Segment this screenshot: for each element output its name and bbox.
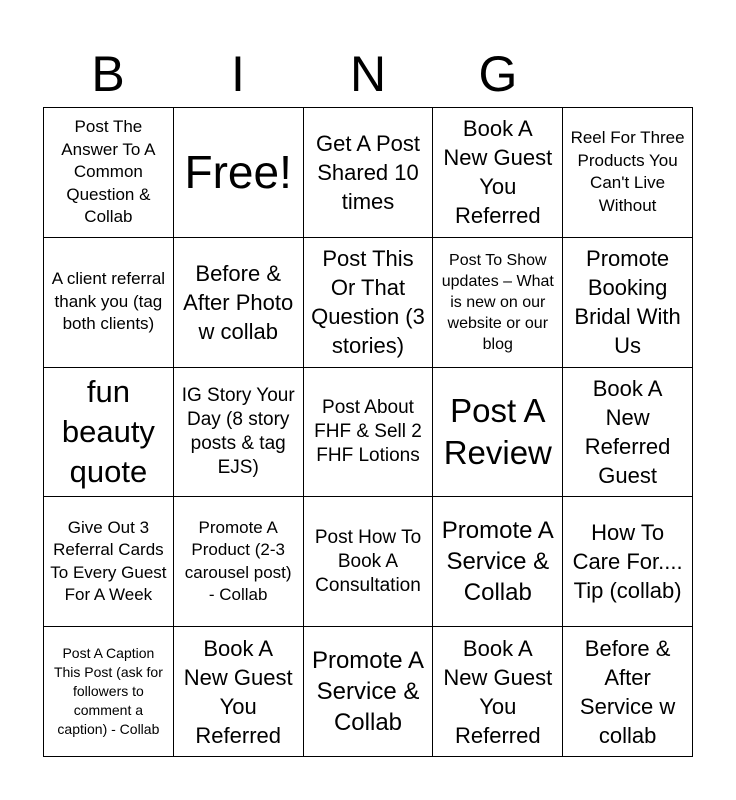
cell-text: Book A New Guest You Referred	[443, 116, 553, 229]
header-letter-g: G	[478, 46, 518, 102]
bingo-cell[interactable]	[44, 627, 174, 757]
cell-text: Promote A Service & Collab	[441, 517, 554, 607]
cell-text: Before & After Photo w collab	[183, 260, 294, 344]
header-letter-i: I	[231, 46, 245, 102]
cell-text: Get A Post Shared 10 times	[316, 130, 420, 214]
bingo-cell[interactable]	[174, 238, 304, 368]
bingo-cell[interactable]	[563, 497, 693, 627]
free-space-cell[interactable]	[174, 108, 304, 238]
bingo-cell[interactable]	[174, 497, 304, 627]
bingo-cell[interactable]	[174, 368, 304, 498]
bingo-cell[interactable]	[304, 108, 434, 238]
cell-text: Promote Booking Bridal With Us	[574, 246, 681, 359]
bingo-cell[interactable]	[433, 238, 563, 368]
cell-text: Promote A Product (2-3 carousel post) - Collab	[184, 517, 292, 605]
cell-text: Give Out 3 Referral Cards To Every Guest For A Week	[50, 517, 167, 605]
cell-text: Reel For Three Products You Can't Live Without	[570, 128, 685, 215]
cell-text: Post A Caption This Post (ask for followers to comment a caption) - Collab	[53, 645, 163, 738]
bingo-cell[interactable]	[174, 627, 304, 757]
free-space-text: Free!	[184, 146, 292, 199]
cell-text: Post A Review	[443, 391, 552, 471]
cell-text: Promote A Service & Collab	[311, 647, 425, 737]
cell-text: A client referral thank you (tag both clients)	[51, 269, 166, 334]
bingo-cell[interactable]	[563, 238, 693, 368]
bingo-cell[interactable]	[304, 238, 434, 368]
cell-text: Post The Answer To A Common Question & Collab	[61, 117, 156, 227]
header-letter-b: B	[91, 46, 125, 102]
bingo-cell[interactable]	[44, 108, 174, 238]
bingo-cell[interactable]	[563, 108, 693, 238]
bingo-header	[43, 42, 693, 106]
bingo-board	[43, 107, 693, 757]
header-letter-n: N	[349, 46, 387, 102]
bingo-cell[interactable]	[563, 368, 693, 498]
cell-text: Post How To Book A Consultation	[314, 526, 422, 596]
cell-text: Book A New Guest You Referred	[443, 635, 553, 748]
bingo-cell[interactable]	[563, 627, 693, 757]
bingo-cell[interactable]	[304, 368, 434, 498]
bingo-cell[interactable]	[44, 497, 174, 627]
bingo-cell[interactable]	[433, 627, 563, 757]
header-letter-o	[563, 42, 693, 106]
cell-text: How To Care For.... Tip (collab)	[572, 520, 683, 604]
bingo-cell[interactable]	[304, 497, 434, 627]
bingo-cell[interactable]	[44, 238, 174, 368]
bingo-cell[interactable]	[433, 368, 563, 498]
bingo-cell[interactable]	[304, 627, 434, 757]
cell-text: Book A New Referred Guest	[584, 375, 671, 488]
bingo-cell[interactable]	[433, 108, 563, 238]
cell-text: Post To Show updates – What is new on our website or our blog	[441, 251, 554, 353]
cell-text: Post This Or That Question (3 stories)	[311, 246, 425, 359]
bingo-cell[interactable]	[44, 368, 174, 498]
cell-text: IG Story Your Day (8 story posts & tag EJS)	[181, 384, 295, 478]
cell-text: Before & After Service w collab	[579, 635, 676, 748]
cell-text: Post About FHF & Sell 2 FHF Lotions	[314, 396, 422, 466]
bingo-cell[interactable]	[433, 497, 563, 627]
cell-text: Book A New Guest You Referred	[183, 635, 293, 748]
cell-text: fun beauty quote	[61, 373, 155, 489]
